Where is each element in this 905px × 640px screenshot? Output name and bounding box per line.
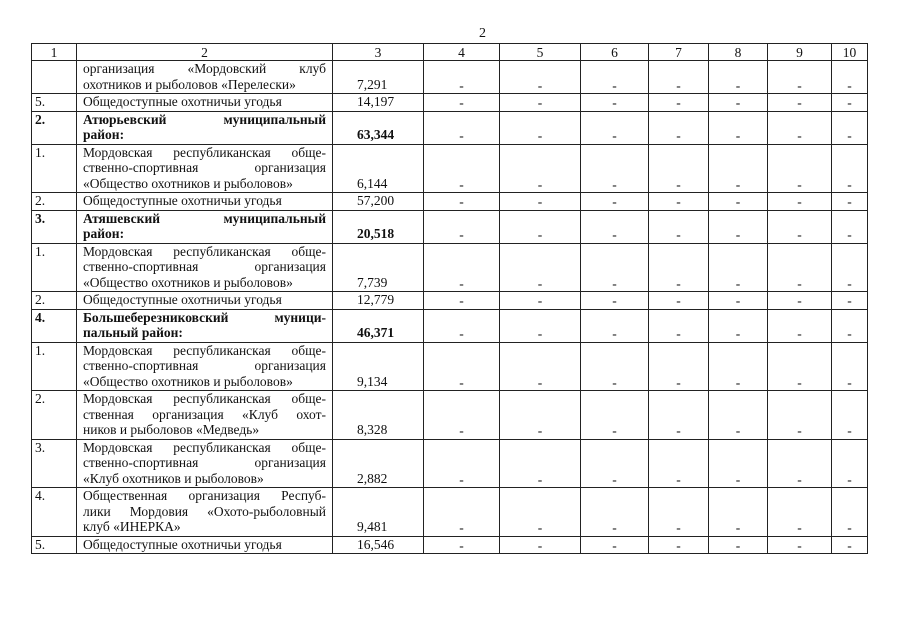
empty-value-dash: -	[424, 144, 500, 193]
name-line: лики Мордовия «Охото-рыболовный	[83, 503, 326, 519]
name-line: ственно-спортивная организация	[83, 455, 326, 470]
empty-value-dash: -	[709, 243, 768, 292]
column-header: 4	[424, 44, 500, 61]
organization-name	[77, 243, 333, 292]
organization-name	[77, 144, 333, 193]
table-row	[32, 391, 868, 440]
empty-value-dash: -	[832, 342, 868, 391]
empty-value-dash: -	[649, 342, 709, 391]
area-value: 12,779	[333, 292, 424, 310]
row-number: 2.	[32, 111, 77, 144]
empty-value-dash: -	[768, 439, 832, 488]
organization-name	[77, 342, 333, 391]
empty-value-dash: -	[500, 536, 581, 554]
empty-value-dash: -	[500, 439, 581, 488]
empty-value-dash: -	[709, 111, 768, 144]
empty-value-dash: -	[649, 243, 709, 292]
row-number	[32, 61, 77, 94]
empty-value-dash: -	[424, 111, 500, 144]
empty-value-dash: -	[581, 144, 649, 193]
empty-value-dash: -	[424, 391, 500, 440]
empty-value-dash: -	[768, 391, 832, 440]
area-value: 2,882	[333, 439, 424, 488]
empty-value-dash: -	[709, 439, 768, 488]
empty-value-dash: -	[500, 309, 581, 342]
name-line: клуб «ИНЕРКА»	[83, 519, 181, 534]
area-value: 46,371	[333, 309, 424, 342]
table-row	[32, 292, 868, 310]
empty-value-dash: -	[709, 342, 768, 391]
area-value: 20,518	[333, 210, 424, 243]
empty-value-dash: -	[709, 536, 768, 554]
table-row	[32, 144, 868, 193]
empty-value-dash: -	[500, 61, 581, 94]
area-value: 16,546	[333, 536, 424, 554]
empty-value-dash: -	[832, 111, 868, 144]
empty-value-dash: -	[581, 292, 649, 310]
name-line: Общедоступные охотничьи угодья	[83, 94, 282, 109]
empty-value-dash: -	[649, 391, 709, 440]
empty-value-dash: -	[424, 439, 500, 488]
name-line: Мордовская республиканская обще-	[83, 342, 326, 358]
empty-value-dash: -	[581, 439, 649, 488]
name-line: Общедоступные охотничьи угодья	[83, 536, 282, 552]
row-number: 4.	[32, 309, 77, 342]
name-line: организация «Мордовский клуб	[83, 61, 326, 76]
name-line: ственно-спортивная организация	[83, 160, 326, 175]
row-number: 5.	[32, 536, 77, 554]
empty-value-dash: -	[832, 210, 868, 243]
name-line: район:	[83, 127, 125, 142]
name-line: ственно-спортивная организация	[83, 259, 326, 274]
empty-value-dash: -	[649, 61, 709, 94]
organization-name	[77, 292, 333, 310]
empty-value-dash: -	[832, 61, 868, 94]
table-row	[32, 193, 868, 211]
column-header: 9	[768, 44, 832, 61]
empty-value-dash: -	[709, 144, 768, 193]
empty-value-dash: -	[768, 243, 832, 292]
table-row	[32, 536, 868, 554]
empty-value-dash: -	[768, 342, 832, 391]
hunting-grounds-table	[31, 43, 868, 554]
district-row	[32, 210, 868, 243]
organization-name	[77, 61, 333, 94]
empty-value-dash: -	[581, 536, 649, 554]
empty-value-dash: -	[649, 439, 709, 488]
empty-value-dash: -	[768, 61, 832, 94]
empty-value-dash: -	[424, 210, 500, 243]
name-line: Мордовская республиканская обще-	[83, 243, 326, 259]
organization-name	[77, 391, 333, 440]
empty-value-dash: -	[768, 292, 832, 310]
organization-name	[77, 536, 333, 554]
column-header: 6	[581, 44, 649, 61]
district-row	[32, 309, 868, 342]
empty-value-dash: -	[424, 243, 500, 292]
empty-value-dash: -	[832, 292, 868, 310]
empty-value-dash: -	[424, 342, 500, 391]
empty-value-dash: -	[709, 61, 768, 94]
empty-value-dash: -	[424, 61, 500, 94]
name-line: Мордовская республиканская обще-	[83, 439, 326, 455]
organization-name	[77, 94, 333, 112]
name-line: ственная организация «Клуб охот-	[83, 406, 326, 422]
column-header: 3	[333, 44, 424, 61]
row-number: 2.	[32, 292, 77, 310]
name-line: Большеберезниковский муници-	[83, 309, 326, 325]
name-line: Общедоступные охотничьи угодья	[83, 292, 282, 307]
table-row	[32, 94, 868, 112]
empty-value-dash: -	[649, 536, 709, 554]
empty-value-dash: -	[768, 111, 832, 144]
empty-value-dash: -	[500, 292, 581, 310]
area-value: 9,481	[333, 488, 424, 537]
empty-value-dash: -	[768, 193, 832, 211]
row-number: 2.	[32, 391, 77, 440]
organization-name	[77, 439, 333, 488]
area-value: 6,144	[333, 144, 424, 193]
empty-value-dash: -	[649, 210, 709, 243]
organization-name	[77, 309, 333, 342]
empty-value-dash: -	[832, 439, 868, 488]
column-header: 5	[500, 44, 581, 61]
empty-value-dash: -	[581, 210, 649, 243]
name-line: «Общество охотников и рыболовов»	[83, 175, 293, 191]
table-row	[32, 488, 868, 537]
empty-value-dash: -	[832, 144, 868, 193]
table-row	[32, 61, 868, 94]
empty-value-dash: -	[581, 488, 649, 537]
empty-value-dash: -	[832, 193, 868, 211]
name-line: Общедоступные охотничьи угодья	[83, 193, 282, 208]
empty-value-dash: -	[649, 292, 709, 310]
table-body	[32, 61, 868, 554]
empty-value-dash: -	[832, 391, 868, 440]
row-number: 2.	[32, 193, 77, 211]
empty-value-dash: -	[424, 488, 500, 537]
name-line: «Клуб охотников и рыболовов»	[83, 470, 264, 486]
empty-value-dash: -	[709, 94, 768, 112]
empty-value-dash: -	[500, 391, 581, 440]
empty-value-dash: -	[581, 342, 649, 391]
empty-value-dash: -	[649, 309, 709, 342]
empty-value-dash: -	[768, 94, 832, 112]
row-number: 1.	[32, 144, 77, 193]
column-header: 2	[77, 44, 333, 61]
area-value: 7,291	[333, 61, 424, 94]
empty-value-dash: -	[500, 488, 581, 537]
row-number: 1.	[32, 342, 77, 391]
empty-value-dash: -	[768, 536, 832, 554]
row-number: 5.	[32, 94, 77, 112]
name-line: «Общество охотников и рыболовов»	[83, 373, 293, 389]
column-header: 1	[32, 44, 77, 61]
name-line: охотников и рыболовов «Перелески»	[83, 76, 296, 92]
table-row	[32, 342, 868, 391]
empty-value-dash: -	[500, 144, 581, 193]
name-line: пальный район:	[83, 325, 183, 340]
empty-value-dash: -	[500, 342, 581, 391]
empty-value-dash: -	[500, 111, 581, 144]
name-line: Мордовская республиканская обще-	[83, 144, 326, 160]
empty-value-dash: -	[709, 488, 768, 537]
column-number-header-row	[32, 44, 868, 61]
empty-value-dash: -	[832, 94, 868, 112]
empty-value-dash: -	[500, 193, 581, 211]
empty-value-dash: -	[649, 488, 709, 537]
organization-name	[77, 210, 333, 243]
organization-name	[77, 488, 333, 537]
empty-value-dash: -	[581, 309, 649, 342]
empty-value-dash: -	[832, 536, 868, 554]
row-number: 3.	[32, 210, 77, 243]
district-row	[32, 111, 868, 144]
empty-value-dash: -	[832, 488, 868, 537]
name-line: Мордовская республиканская обще-	[83, 391, 326, 406]
area-value: 14,197	[333, 94, 424, 112]
area-value: 7,739	[333, 243, 424, 292]
empty-value-dash: -	[649, 193, 709, 211]
page-number: 2	[479, 26, 486, 41]
row-number: 3.	[32, 439, 77, 488]
empty-value-dash: -	[709, 193, 768, 211]
empty-value-dash: -	[649, 144, 709, 193]
empty-value-dash: -	[424, 309, 500, 342]
name-line: Общественная организация Респуб-	[83, 488, 326, 503]
empty-value-dash: -	[581, 391, 649, 440]
area-value: 9,134	[333, 342, 424, 391]
empty-value-dash: -	[649, 94, 709, 112]
name-line: ников и рыболовов «Медведь»	[83, 422, 260, 437]
row-number: 1.	[32, 243, 77, 292]
empty-value-dash: -	[581, 94, 649, 112]
table-row	[32, 439, 868, 488]
empty-value-dash: -	[424, 536, 500, 554]
empty-value-dash: -	[832, 309, 868, 342]
empty-value-dash: -	[649, 111, 709, 144]
empty-value-dash: -	[768, 210, 832, 243]
empty-value-dash: -	[709, 210, 768, 243]
empty-value-dash: -	[424, 292, 500, 310]
empty-value-dash: -	[581, 61, 649, 94]
name-line: ственно-спортивная организация	[83, 358, 326, 373]
column-header: 8	[709, 44, 768, 61]
empty-value-dash: -	[832, 243, 868, 292]
area-value: 8,328	[333, 391, 424, 440]
empty-value-dash: -	[709, 309, 768, 342]
name-line: «Общество охотников и рыболовов»	[83, 274, 293, 290]
empty-value-dash: -	[768, 144, 832, 193]
empty-value-dash: -	[709, 292, 768, 310]
empty-value-dash: -	[768, 309, 832, 342]
empty-value-dash: -	[500, 210, 581, 243]
empty-value-dash: -	[424, 94, 500, 112]
area-value: 57,200	[333, 193, 424, 211]
empty-value-dash: -	[768, 488, 832, 537]
name-line: Атяшевский муниципальный	[83, 210, 326, 226]
empty-value-dash: -	[581, 243, 649, 292]
row-number: 4.	[32, 488, 77, 537]
empty-value-dash: -	[709, 391, 768, 440]
empty-value-dash: -	[581, 193, 649, 211]
empty-value-dash: -	[424, 193, 500, 211]
name-line: Атюрьевский муниципальный	[83, 111, 326, 127]
table-row	[32, 243, 868, 292]
empty-value-dash: -	[581, 111, 649, 144]
area-value: 63,344	[333, 111, 424, 144]
empty-value-dash: -	[500, 94, 581, 112]
name-line: район:	[83, 226, 125, 241]
organization-name	[77, 111, 333, 144]
organization-name	[77, 193, 333, 211]
column-header: 10	[832, 44, 868, 61]
column-header: 7	[649, 44, 709, 61]
empty-value-dash: -	[500, 243, 581, 292]
